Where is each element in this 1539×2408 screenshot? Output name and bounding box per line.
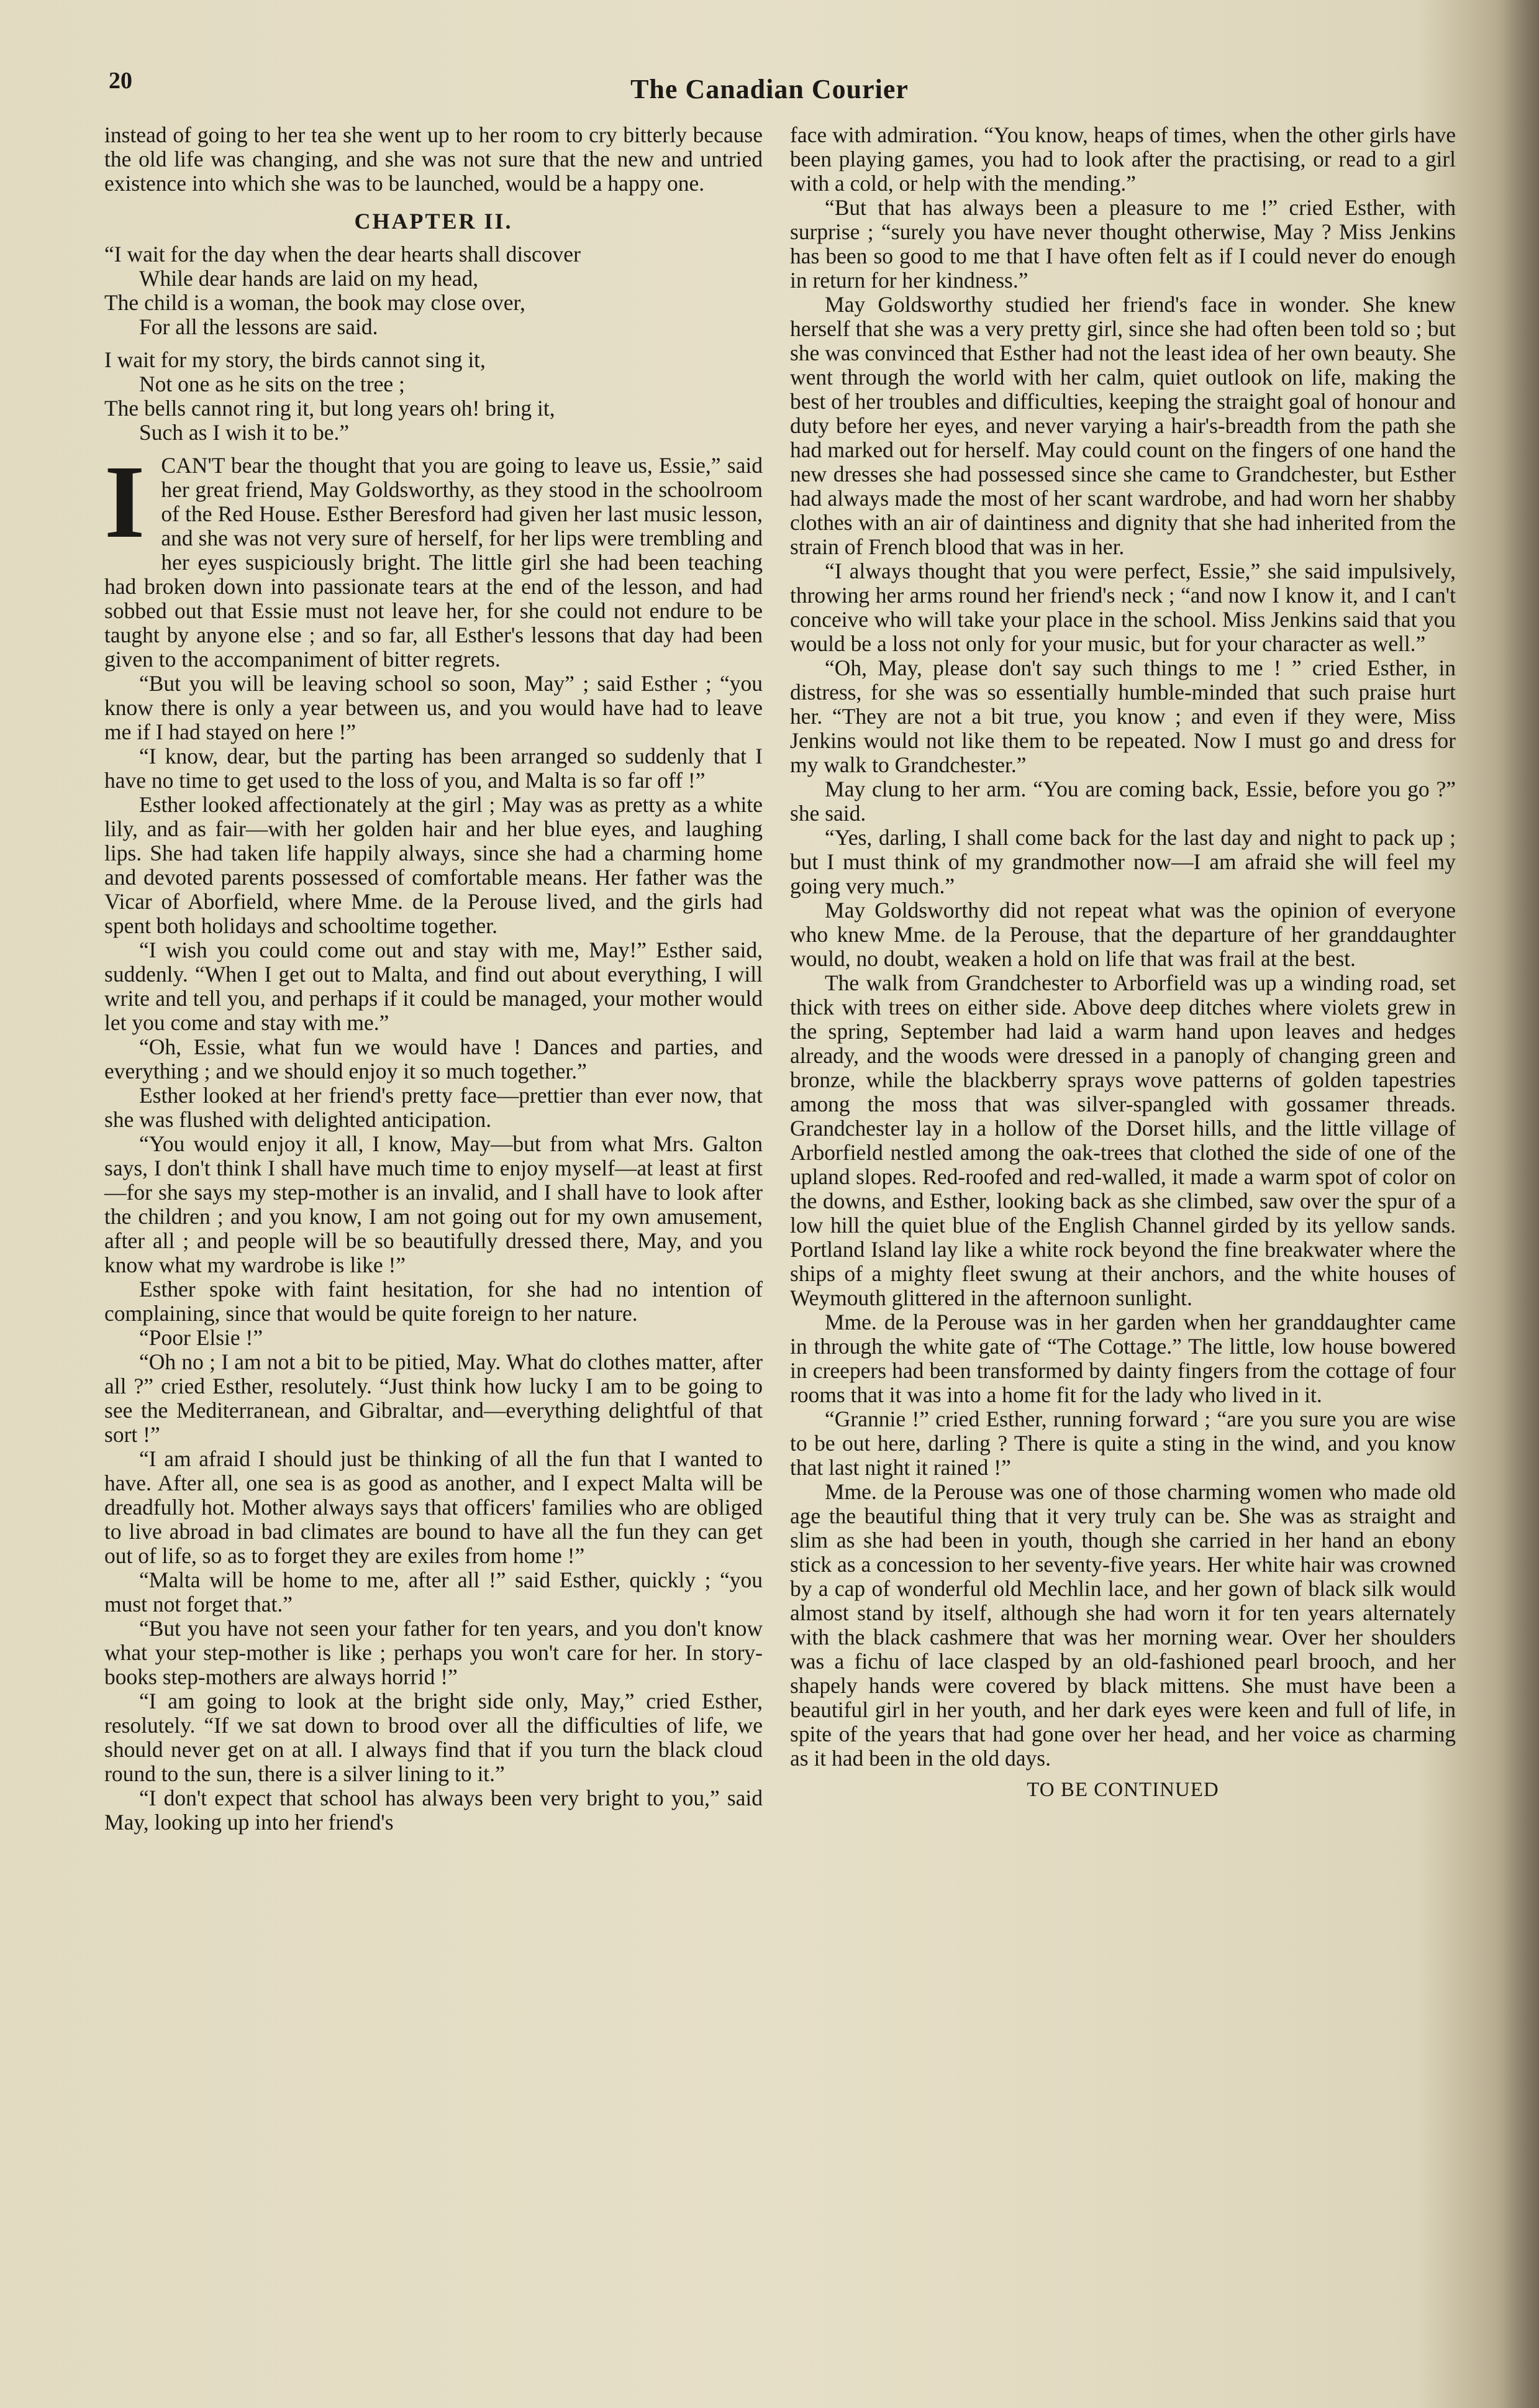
verse-line: “I wait for the day when the dear hearts shall discover xyxy=(104,242,581,267)
opening-paragraph-text: CAN'T bear the thought that you are going to leave us, Essie,” said her great friend, May Goldsworthy, as they stood in the schoolroom of the Red House. Esther Beresford had given her last music lesson, and she was not very sure of herself, for her lips were trembling and her eyes suspiciously bright. The little girl she had been teaching had broken down into passionate tears at the end of the lesson, and had sobbed out that Essie must not leave her, for she could not endure to be taught by anyone else ; and so far, all Esther's lessons that day had been given to the accompaniment of bitter regrets. xyxy=(104,453,763,672)
page-number: 20 xyxy=(109,68,132,94)
paragraph: The walk from Grandchester to Arborfield was up a winding road, set thick with trees on either side. Above deep ditches where violets grew in the spring, September had laid a warm hand upon leaves and hedges already, and the woods were dressed in a panoply of changing green and bronze, while the blackberry sprays wove patterns of golden tapestries among the moss that was silver-spangled with gossamer threads. Grandchester lay in a hollow of the Dorset hills, and the little village of Arborfield nestled among the oak-trees that clothed the side of one of the upland slopes. Red-roofed and red-walled, it made a warm spot of color on the downs, and Esther, looking back as she climbed, saw over the spur of a low hill the quiet blue of the English Channel girded by its yellow sands. Portland Island lay like a white rock beyond the fine breakwater where the ships of a mighty fleet swung at their anchors, and the white houses of Weymouth glittered in the afternoon sunlight. xyxy=(790,970,1456,1310)
paragraph: “Poor Elsie !” xyxy=(139,1325,263,1350)
paragraph: face with admiration. “You know, heaps of times, when the other girls have been playing games, you had to look after the practising, or read to a girl with a cold, or help with the mending.” xyxy=(790,122,1456,196)
verse-line: The child is a woman, the book may close over, xyxy=(104,290,525,315)
paragraph: “Yes, darling, I shall come back for the last day and night to pack up ; but I must think of my grandmother now—I am afraid she will feel my going very much.” xyxy=(790,825,1456,898)
paragraph: “You would enjoy it all, I know, May—but from what Mrs. Galton says, I don't think I shall have much time to enjoy myself—at least at first—for she says my step-mother is an invalid, and I shall have to look after the children ; and you know, I am not going out for my own amusement, after all ; and people will be so beautifully dressed there, May, and you know what my wardrobe is like !” xyxy=(104,1131,763,1277)
paragraph: “I am afraid I should just be thinking of all the fun that I wanted to have. After all, one sea is as good as another, and I expect Malta will be dreadfully hot. Mother always says that officers' families who are obliged to live abroad in bad climates are bound to have all the fun they can get out of life, so as to forget they are exiles from home !” xyxy=(104,1446,763,1568)
paragraph: Mme. de la Perouse was in her garden when her granddaughter came in through the white gate of “The Cottage.” The little, low house bowered in creepers had been transformed by dainty fingers from the cottage of four rooms that it was into a home fit for the lady who lived in it. xyxy=(790,1310,1456,1407)
page-gutter-shadow xyxy=(1502,0,1539,2408)
verse-line: I wait for my story, the birds cannot sing it, xyxy=(104,347,486,372)
paragraph: “Malta will be home to me, after all !” said Esther, quickly ; “you must not forget that.” xyxy=(104,1567,763,1617)
paragraph: Esther looked affectionately at the girl ; May was as pretty as a white lily, and as fair—with her golden hair and her blue eyes, and laughing lips. She had taken life happily always, since she had a charming home and devoted parents possessed of comfortable means. Her father was the Vicar of Aborfield, where Mme. de la Perouse lived, and the girls had spent both holidays and schooltime together. xyxy=(104,792,763,938)
paragraph: “Grannie !” cried Esther, running forward ; “are you sure you are wise to be out here, darling ? There is quite a sting in the wind, and you know that last night it rained !” xyxy=(790,1407,1456,1480)
verse-line: The bells cannot ring it, but long years oh! bring it, xyxy=(104,396,555,421)
paragraph: “I don't expect that school has always been very bright to you,” said May, looking up into her friend's xyxy=(104,1785,763,1835)
left-column xyxy=(104,123,763,1835)
paragraph: “Oh, May, please don't say such things to me ! ” cried Esther, in distress, for she was so essentially humble-minded that such praise hurt her. “They are not a bit true, you know ; and even if they were, Miss Jenkins would not like them to be repeated. Now I must go and dress for my walk to Grandchester.” xyxy=(790,655,1456,777)
paragraph: May Goldsworthy did not repeat what was the opinion of everyone who knew Mme. de la Perouse, that the departure of her granddaughter would, no doubt, weaken a hold on life that was frail at the best. xyxy=(790,898,1456,971)
paragraph: “But you will be leaving school so soon, May” ; said Esther ; “you know there is only a year between us, and you would have had to leave me if I had stayed on here !” xyxy=(104,671,763,744)
chapter-heading: CHAPTER II. xyxy=(354,209,513,234)
paragraph: “I wish you could come out and stay with me, May!” Esther said, suddenly. “When I get out to Malta, and find out about everything, I will write and tell you, and perhaps if it could be managed, your mother would let you come and stay with me.” xyxy=(104,937,763,1035)
paragraph: May clung to her arm. “You are coming back, Essie, before you go ?” she said. xyxy=(790,777,1456,826)
paragraph: May Goldsworthy studied her friend's face in wonder. She knew herself that she was a very pretty girl, since she had often been told so ; but she was convinced that Esther had not the least idea of her own beauty. She went through the world with her calm, quiet outlook on life, making the best of her troubles and difficulties, keeping the straight goal of honour and duty before her eyes, and never varying a hair's-breadth from the path she had marked out for herself. May could count on the fingers of one hand the new dresses she had possessed since she came to Grandchester, but Esther had always made the most of her scant wardrobe, and had worn her shabby clothes with an air of daintiness and dignity that she had inherited from the strain of French blood that was in her. xyxy=(790,292,1456,559)
paragraph: Mme. de la Perouse was one of those charming women who made old age the beautiful thing that it very truly can be. She was as straight and slim as she had been in youth, though she carried in her hand an ebony stick as a concession to her seventy-five years. Her white hair was crowned by a cap of wonderful old Mechlin lace, and her gown of black silk would almost stand by itself, although she had worn it for ten years alternately with the black cashmere that was her morning wear. Over her shoulders was a fichu of lace clasped by an old-fashioned pearl brooch, and her shapely hands were covered by black mittens. She must have been a beautiful girl in her youth, and her dark eyes were keen and full of life, in spite of the years that had gone over her head, and her voice as charming as it had been in the old days. xyxy=(790,1479,1456,1771)
paragraph: “I am going to look at the bright side only, May,” cried Esther, resolutely. “If we sat down to brood over all the difficulties of life, we should never get on at all. I always find that if you turn the black cloud round to the sun, there is a silver lining to it.” xyxy=(104,1689,763,1786)
paragraph: “Oh no ; I am not a bit to be pitied, May. What do clothes matter, after all ?” cried Esther, resolutely. “Just think how lucky I am to be going to see the Mediterranean, and Gibraltar, and—everything delightful of that sort !” xyxy=(104,1349,763,1447)
opening-paragraph xyxy=(104,444,763,672)
to-be-continued: TO BE CONTINUED xyxy=(1027,1779,1219,1801)
drop-cap: I xyxy=(104,444,145,560)
paragraph: “But you have not seen your father for ten years, and you don't know what your step-mother is like ; perhaps you won't care for her. In story-books step-mothers are always horrid !” xyxy=(104,1616,763,1689)
verse-line: Such as I wish it to be.” xyxy=(139,420,350,445)
verse-line: While dear hands are laid on my head, xyxy=(139,266,479,291)
paragraph: “But that has always been a pleasure to me !” cried Esther, with surprise ; “surely you have never thought otherwise, May ? Miss Jenkins has been so good to me that I have often felt as if I could never do enough in return for her kindness.” xyxy=(790,195,1456,293)
publication-title: The Canadian Courier xyxy=(630,74,909,104)
paragraph: “I know, dear, but the parting has been arranged so suddenly that I have no time to get used to the loss of you, and Malta is so far off !” xyxy=(104,744,763,793)
paragraph: “I always thought that you were perfect, Essie,” she said impulsively, throwing her arms round her friend's neck ; “and now I know it, and I can't conceive who will take your place in the school. Miss Jenkins said that you would be a loss not only for your music, but for your character as well.” xyxy=(790,559,1456,656)
paragraph: Esther looked at her friend's pretty face—prettier than ever now, that she was flushed with delighted anticipation. xyxy=(104,1083,763,1132)
verse-stanza-1 xyxy=(104,242,763,339)
verse-line: Not one as he sits on the tree ; xyxy=(139,372,405,396)
verse-line: For all the lessons are said. xyxy=(139,314,378,339)
paragraph: “Oh, Essie, what fun we would have ! Dances and parties, and everything ; and we should enjoy it so much together.” xyxy=(104,1034,763,1083)
right-column xyxy=(790,123,1456,1802)
verse-stanza-2 xyxy=(104,348,763,445)
paragraph: Esther spoke with faint hesitation, for she had no intention of complaining, since that would be quite foreign to her nature. xyxy=(104,1277,763,1326)
paragraph: instead of going to her tea she went up to her room to cry bitterly because the old life was changing, and she was not sure that the new and untried existence into which she was to be launched, would be a happy one. xyxy=(104,122,763,196)
